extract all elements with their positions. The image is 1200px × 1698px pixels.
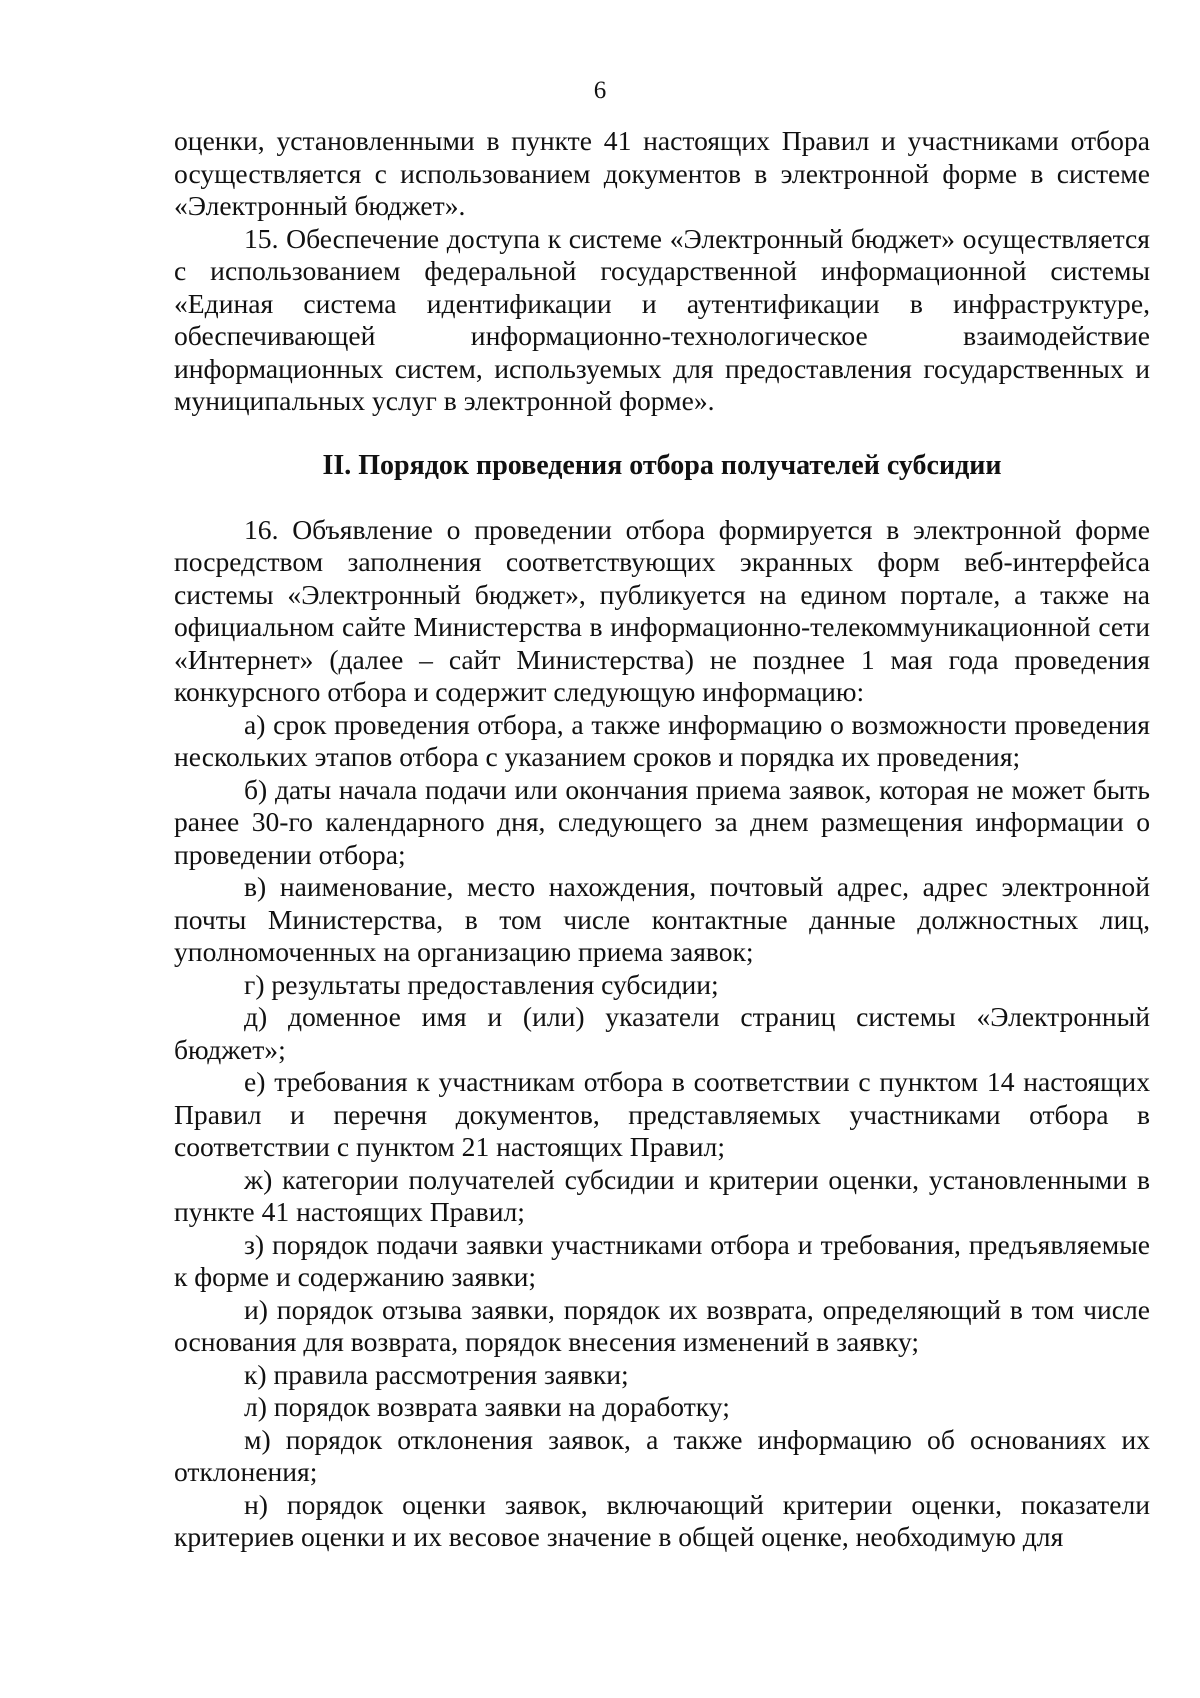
- list-item-l: л) порядок возврата заявки на доработку;: [244, 1391, 730, 1422]
- list-item-g: г) результаты предоставления субсидии;: [244, 968, 719, 1000]
- list-item-v: в) наименование, место нахождения, почтовый адрес, адрес электронной почты Министерства, в том числе контактные данные должностных лиц, уполномоченных на организацию приема заявок;: [174, 871, 1150, 967]
- list-item-n: н) порядок оценки заявок, включающий критерии оценки, показатели критериев оценки и их весовое значение в общей оценке, необходимую для: [174, 1488, 1150, 1552]
- list-item-m: м) порядок отклонения заявок, а также информацию об основаниях их отклонения;: [174, 1423, 1150, 1487]
- paragraph-item-16: 16. Объявление о проведении отбора формируется в электронной форме посредством заполнения соответствующих экранных форм веб-интерфейса системы «Электронный бюджет», публикуется на едином портале, а также на официальном сайте Министерства в информационно-телекоммуникационной сети «Интернет» (далее – сайт Министерства) не позднее 1 мая года проведения конкурсного отбора и содержит следующую информацию:: [174, 513, 1150, 707]
- list-item-b: б) даты начала подачи или окончания приема заявок, которая не может быть ранее 30-го календарного дня, следующего за днем размещения информации о проведении отбора;: [174, 773, 1150, 870]
- paragraph-item-15: 15. Обеспечение доступа к системе «Электронный бюджет» осуществляется с использованием федеральной государственной информационной системы «Единая система идентификации и аутентификации в инфраструктуре, обеспечивающей информационно-технологическое взаимодействие информационных систем, используемых для предоставления государственных и муниципальных услуг в электронной форме».: [174, 222, 1150, 416]
- list-item-d: д) доменное имя и (или) указатели страниц системы «Электронный бюджет»;: [174, 1001, 1150, 1065]
- list-item-z: з) порядок подачи заявки участниками отбора и требования, предъявляемые к форме и содержанию заявки;: [174, 1228, 1150, 1292]
- page-number: 6: [593, 77, 607, 104]
- list-item-e: е) требования к участникам отбора в соответствии с пунктом 14 настоящих Правил и перечня документов, представляемых участниками отбора в соответствии с пунктом 21 настоящих Правил;: [174, 1066, 1150, 1162]
- document-body: [174, 125, 1150, 1554]
- list-item-k: к) правила рассмотрения заявки;: [244, 1358, 629, 1390]
- list-item-zh: ж) категории получателей субсидии и критерии оценки, установленными в пункте 41 настоящих Правил;: [174, 1163, 1150, 1227]
- paragraph-continuation: оценки, установленными в пункте 41 настоящих Правил и участниками отбора осуществляется с использованием документов в электронной форме в системе «Электронный бюджет».: [174, 125, 1150, 221]
- section-heading: II. Порядок проведения отбора получателей субсидии: [322, 449, 1002, 481]
- list-item-a: а) срок проведения отбора, а также информацию о возможности проведения нескольких этапов отбора с указанием сроков и порядка их проведения;: [174, 708, 1150, 772]
- list-item-i: и) порядок отзыва заявки, порядок их возврата, определяющий в том числе основания для возврата, порядок внесения изменений в заявку;: [174, 1293, 1150, 1357]
